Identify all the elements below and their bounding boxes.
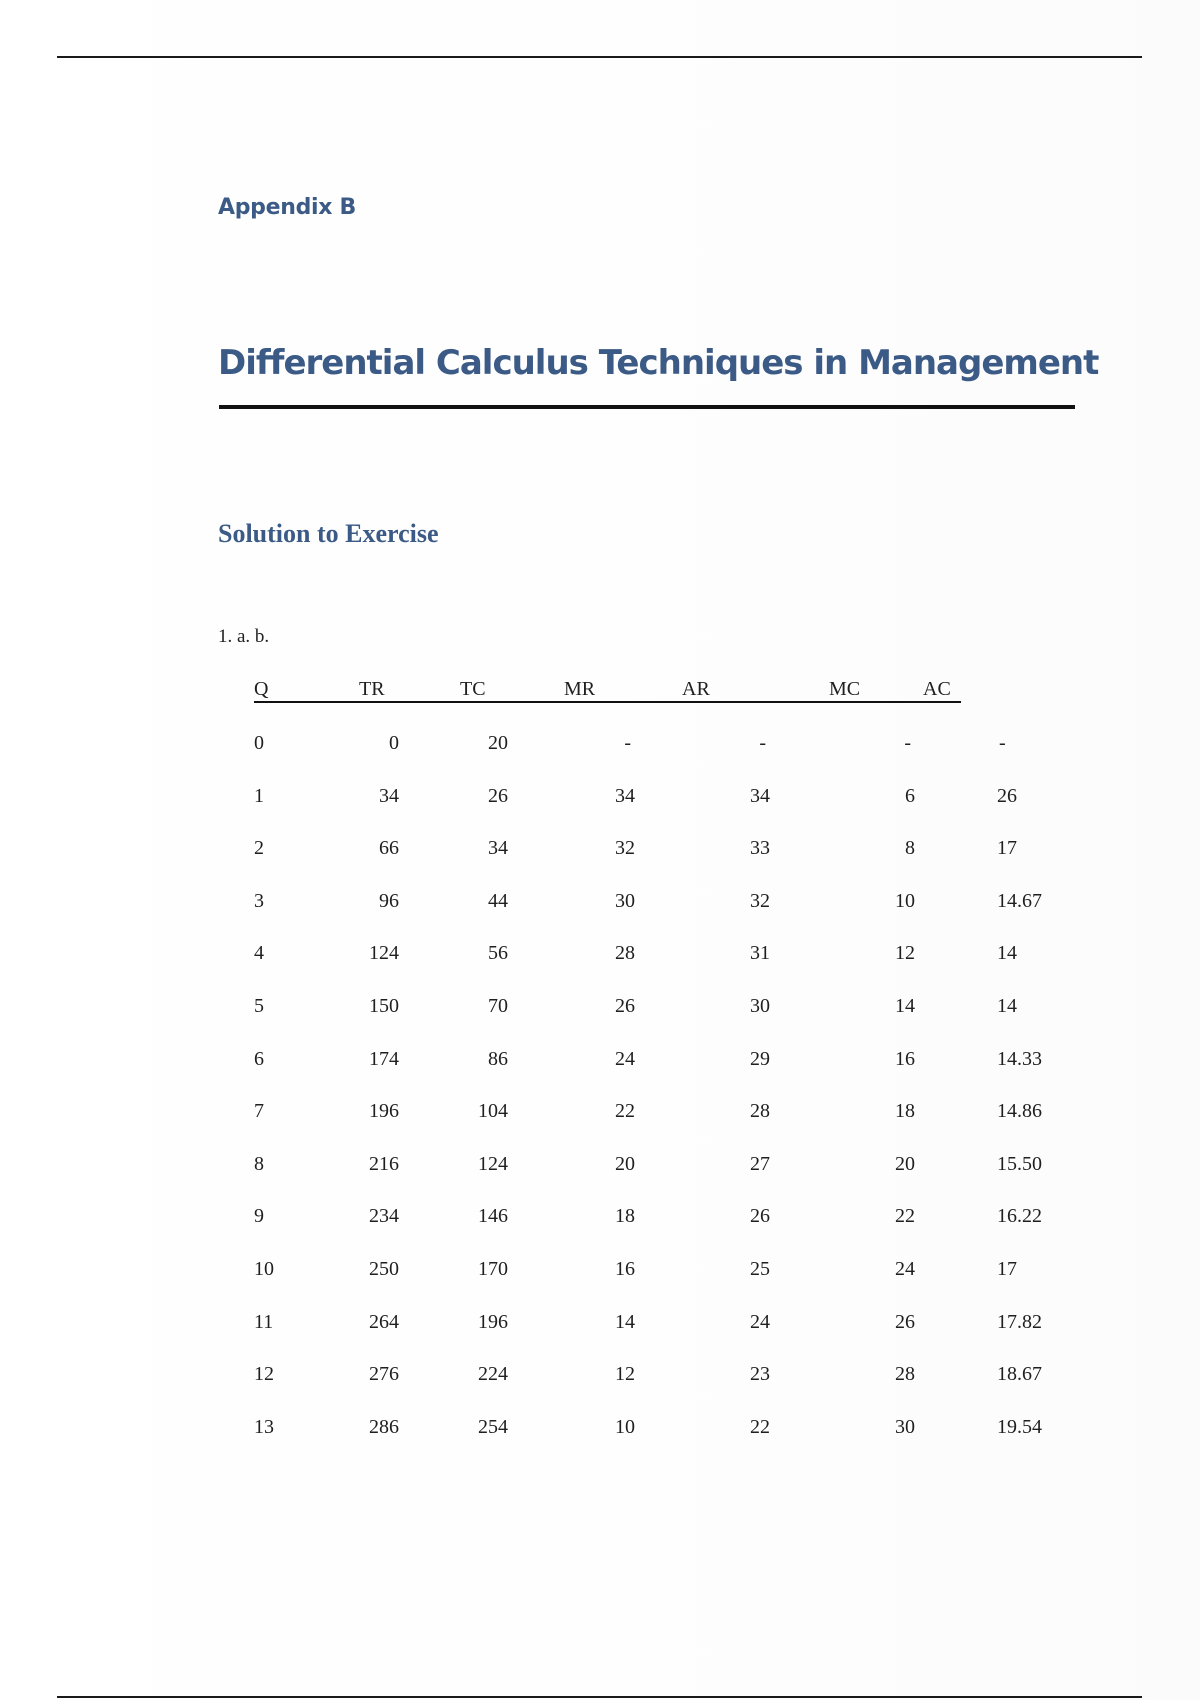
table-cell-q: 4 [254, 942, 264, 964]
table-cell-ar: 26 [750, 1205, 770, 1227]
table-cell-tc: 56 [488, 942, 508, 964]
table-cell-mr: 16 [615, 1258, 635, 1280]
table-cell-mc: 10 [895, 890, 915, 912]
table-cell-q: 6 [254, 1048, 264, 1070]
table-cell-mr: 24 [615, 1048, 635, 1070]
table-cell-ar: 29 [750, 1048, 770, 1070]
table-cell-ar: 22 [750, 1416, 770, 1438]
table-cell-tr: 0 [389, 732, 399, 754]
table-cell-tr: 276 [369, 1363, 399, 1385]
table-cell-mr: 28 [615, 942, 635, 964]
table-cell-ac: 14 [997, 942, 1017, 964]
table-cell-q: 12 [254, 1363, 274, 1385]
table-cell-ac: 14 [997, 995, 1017, 1017]
table-cell-ar: 25 [750, 1258, 770, 1280]
table-cell-ar: 27 [750, 1153, 770, 1175]
table-header-ar: AR [682, 678, 710, 700]
table-cell-tc: 86 [488, 1048, 508, 1070]
table-cell-tr: 286 [369, 1416, 399, 1438]
table-cell-ac: 17 [997, 837, 1017, 859]
table-cell-q: 0 [254, 732, 264, 754]
table-cell-q: 7 [254, 1100, 264, 1122]
table-cell-tr: 34 [379, 785, 399, 807]
table-cell-tr: 124 [369, 942, 399, 964]
table-cell-tc: 34 [488, 837, 508, 859]
table-cell-mr: 32 [615, 837, 635, 859]
page-title: Differential Calculus Techniques in Management [218, 343, 1099, 383]
table-cell-ar: 32 [750, 890, 770, 912]
table-cell-tr: 234 [369, 1205, 399, 1227]
top-rule [57, 56, 1142, 58]
table-cell-tc: 196 [478, 1311, 508, 1333]
table-cell-mr: 20 [615, 1153, 635, 1175]
table-header-mr: MR [564, 678, 596, 700]
table-cell-tc: 224 [478, 1363, 508, 1385]
table-cell-mr: 34 [615, 785, 635, 807]
table-cell-tc: 254 [478, 1416, 508, 1438]
table-header-q: Q [254, 678, 269, 700]
table-cell-tr: 150 [369, 995, 399, 1017]
table-cell-tc: 26 [488, 785, 508, 807]
table-cell-ac: 16.22 [997, 1205, 1042, 1227]
table-cell-ac: 14.86 [997, 1100, 1042, 1122]
table-cell-mc: 6 [905, 785, 915, 807]
table-cell-ar: 31 [750, 942, 770, 964]
table-cell-ac: 15.50 [997, 1153, 1042, 1175]
table-cell-tc: 146 [478, 1205, 508, 1227]
table-cell-ac: 17 [997, 1258, 1017, 1280]
table-cell-q: 1 [254, 785, 264, 807]
table-cell-mr: 26 [615, 995, 635, 1017]
table-cell-ac: 14.67 [997, 890, 1042, 912]
table-cell-mc: 22 [895, 1205, 915, 1227]
table-cell-mc: - [904, 732, 911, 754]
table-cell-ar: 34 [750, 785, 770, 807]
section-heading: Solution to Exercise [218, 519, 439, 548]
table-cell-mc: 12 [895, 942, 915, 964]
table-cell-ar: 33 [750, 837, 770, 859]
table-cell-ar: 23 [750, 1363, 770, 1385]
table-cell-q: 5 [254, 995, 264, 1017]
table-cell-ac: 18.67 [997, 1363, 1042, 1385]
table-cell-mc: 26 [895, 1311, 915, 1333]
table-header-tr: TR [359, 678, 385, 700]
table-cell-mc: 18 [895, 1100, 915, 1122]
table-cell-ar: - [759, 732, 766, 754]
table-cell-mc: 8 [905, 837, 915, 859]
table-header-tc: TC [460, 678, 486, 700]
table-cell-tc: 44 [488, 890, 508, 912]
table-cell-tr: 66 [379, 837, 399, 859]
table-header-ac: AC [923, 678, 951, 700]
appendix-label: Appendix B [218, 195, 357, 220]
table-cell-q: 11 [254, 1311, 274, 1333]
table-cell-ar: 28 [750, 1100, 770, 1122]
title-underline [219, 405, 1075, 409]
table-cell-tr: 216 [369, 1153, 399, 1175]
table-cell-mr: 22 [615, 1100, 635, 1122]
table-cell-mc: 16 [895, 1048, 915, 1070]
table-cell-q: 2 [254, 837, 264, 859]
table-cell-ac: 17.82 [997, 1311, 1042, 1333]
table-cell-tc: 104 [478, 1100, 508, 1122]
table-cell-mc: 30 [895, 1416, 915, 1438]
table-cell-mc: 14 [895, 995, 915, 1017]
table-cell-mr: 10 [615, 1416, 635, 1438]
table-cell-ar: 30 [750, 995, 770, 1017]
table-cell-ac: 19.54 [997, 1416, 1042, 1438]
table-cell-mc: 20 [895, 1153, 915, 1175]
table-cell-mr: 12 [615, 1363, 635, 1385]
table-cell-ac: 14.33 [997, 1048, 1042, 1070]
table-cell-tc: 20 [488, 732, 508, 754]
bottom-rule [57, 1696, 1142, 1698]
table-cell-q: 8 [254, 1153, 264, 1175]
table-cell-mr: 30 [615, 890, 635, 912]
table-cell-ar: 24 [750, 1311, 770, 1333]
table-cell-q: 13 [254, 1416, 274, 1438]
question-label: 1. a. b. [218, 626, 270, 647]
table-cell-q: 9 [254, 1205, 264, 1227]
table-cell-tc: 170 [478, 1258, 508, 1280]
table-cell-tc: 70 [488, 995, 508, 1017]
table-cell-mr: 14 [615, 1311, 635, 1333]
table-cell-mc: 28 [895, 1363, 915, 1385]
table-header-mc: MC [829, 678, 861, 700]
table-cell-mc: 24 [895, 1258, 915, 1280]
table-cell-ac: 26 [997, 785, 1017, 807]
table-cell-mr: 18 [615, 1205, 635, 1227]
table-cell-tr: 264 [369, 1311, 399, 1333]
table-cell-tc: 124 [478, 1153, 508, 1175]
table-cell-tr: 250 [369, 1258, 399, 1280]
table-cell-tr: 196 [369, 1100, 399, 1122]
table-cell-ac: - [999, 732, 1006, 754]
table-cell-tr: 174 [369, 1048, 399, 1070]
table-cell-mr: - [624, 732, 631, 754]
table-cell-q: 10 [254, 1258, 274, 1280]
table-cell-tr: 96 [379, 890, 399, 912]
table-cell-q: 3 [254, 890, 264, 912]
